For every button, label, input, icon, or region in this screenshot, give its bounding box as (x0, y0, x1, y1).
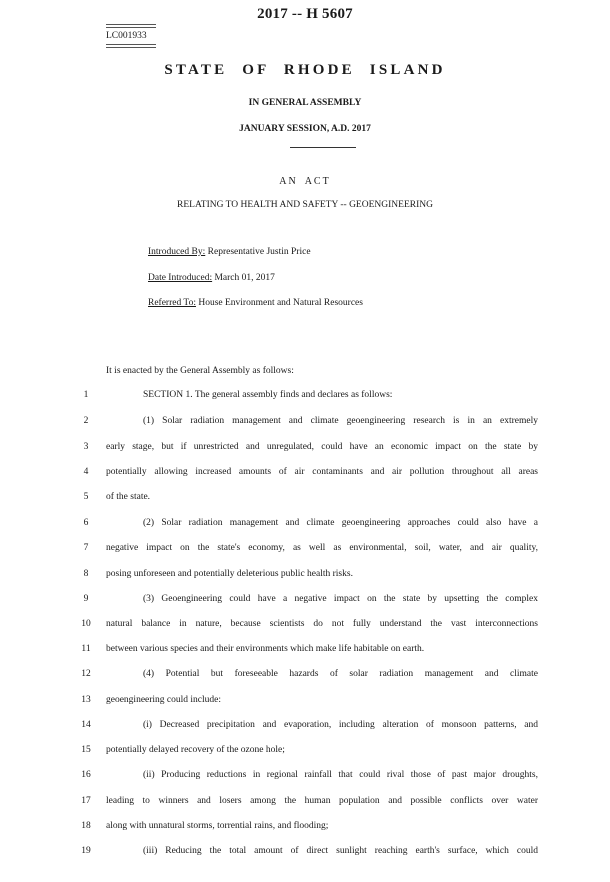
bill-line: potentially delayed recovery of the ozone hole; (106, 745, 285, 755)
referred-to (148, 298, 363, 308)
line-number: 10 (81, 619, 91, 629)
date-introduced (148, 273, 275, 283)
line-number: 19 (81, 846, 91, 856)
session-heading: JANUARY SESSION, A.D. 2017 (239, 124, 371, 134)
line-number: 12 (81, 669, 91, 679)
lc-code: LC001933 (106, 31, 147, 41)
line-number: 6 (83, 518, 89, 528)
bill-line: early stage, but if unrestricted and unregulated, could have an economic impact on the state by (106, 442, 538, 452)
bill-line: (1) Solar radiation management and climate geoengineering research is in an extremely (143, 416, 538, 426)
date-introduced-label: Date Introduced: (148, 273, 213, 283)
state-title: STATE OF RHODE ISLAND (164, 62, 446, 78)
bill-line: negative impact on the state's economy, as well as environmental, soil, water, and air quality, (106, 543, 538, 553)
bill-line: (ii) Producing reductions in regional rainfall that could rival those of past major droughts, (143, 770, 538, 780)
bill-line: natural balance in nature, because scientists do not fully understand the vast interconnections (106, 619, 538, 629)
introduced-by-label: Introduced By: (148, 247, 206, 257)
line-number: 2 (83, 416, 89, 426)
bill-line: (4) Potential but foreseeable hazards of solar radiation management and climate (143, 669, 538, 679)
bill-line: (3) Geoengineering could have a negative impact on the state by upsetting the complex (143, 594, 538, 604)
line-number: 3 (83, 442, 89, 452)
bill-line: along with unnatural storms, torrential rains, and flooding; (106, 821, 329, 831)
line-number: 16 (81, 770, 91, 780)
bill-number: 2017 -- H 5607 (257, 6, 353, 22)
line-number: 5 (83, 492, 89, 502)
line-number: 7 (83, 543, 89, 553)
bill-line: (i) Decreased precipitation and evaporation, including alteration of monsoon patterns, and (143, 720, 538, 730)
act-subject: RELATING TO HEALTH AND SAFETY -- GEOENGINEERING (177, 200, 433, 210)
referred-to-label: Referred To: (148, 298, 196, 308)
line-number: 15 (81, 745, 91, 755)
date-introduced-value: March 01, 2017 (212, 273, 275, 283)
referred-to-value: House Environment and Natural Resources (195, 298, 363, 308)
bill-line: posing unforeseen and potentially deleterious public health risks. (106, 569, 353, 579)
introduced-by (148, 247, 311, 257)
bill-line: of the state. (106, 492, 151, 502)
lc-code-rule-bottom (106, 44, 156, 48)
bill-line: geoengineering could include: (106, 695, 222, 705)
introduced-by-value: Representative Justin Price (205, 247, 311, 257)
line-number: 11 (81, 644, 91, 654)
line-number: 8 (83, 569, 89, 579)
line-number: 9 (83, 594, 89, 604)
an-act-heading: AN ACT (279, 176, 331, 187)
line-number: 17 (81, 796, 91, 806)
line-number: 18 (81, 821, 91, 831)
heading-separator (290, 147, 356, 148)
line-number: 13 (81, 695, 91, 705)
lc-code-box (106, 24, 156, 48)
bill-line: between various species and their environments which make life habitable on earth. (106, 644, 425, 654)
bill-line: SECTION 1. The general assembly finds and declares as follows: (143, 390, 393, 400)
bill-line: leading to winners and losers among the human population and possible conflicts over water (106, 796, 538, 806)
line-number: 14 (81, 720, 91, 730)
assembly-heading: IN GENERAL ASSEMBLY (248, 98, 362, 108)
enacting-clause: It is enacted by the General Assembly as follows: (106, 366, 294, 376)
line-number: 4 (83, 467, 89, 477)
bill-line: (iii) Reducing the total amount of direct sunlight reaching earth's surface, which could (143, 846, 538, 856)
line-number: 1 (83, 390, 89, 400)
bill-line: potentially allowing increased amounts of air contaminants and air pollution throughout all areas (106, 467, 538, 477)
bill-line: (2) Solar radiation management and climate geoengineering approaches could also have a (143, 518, 538, 528)
